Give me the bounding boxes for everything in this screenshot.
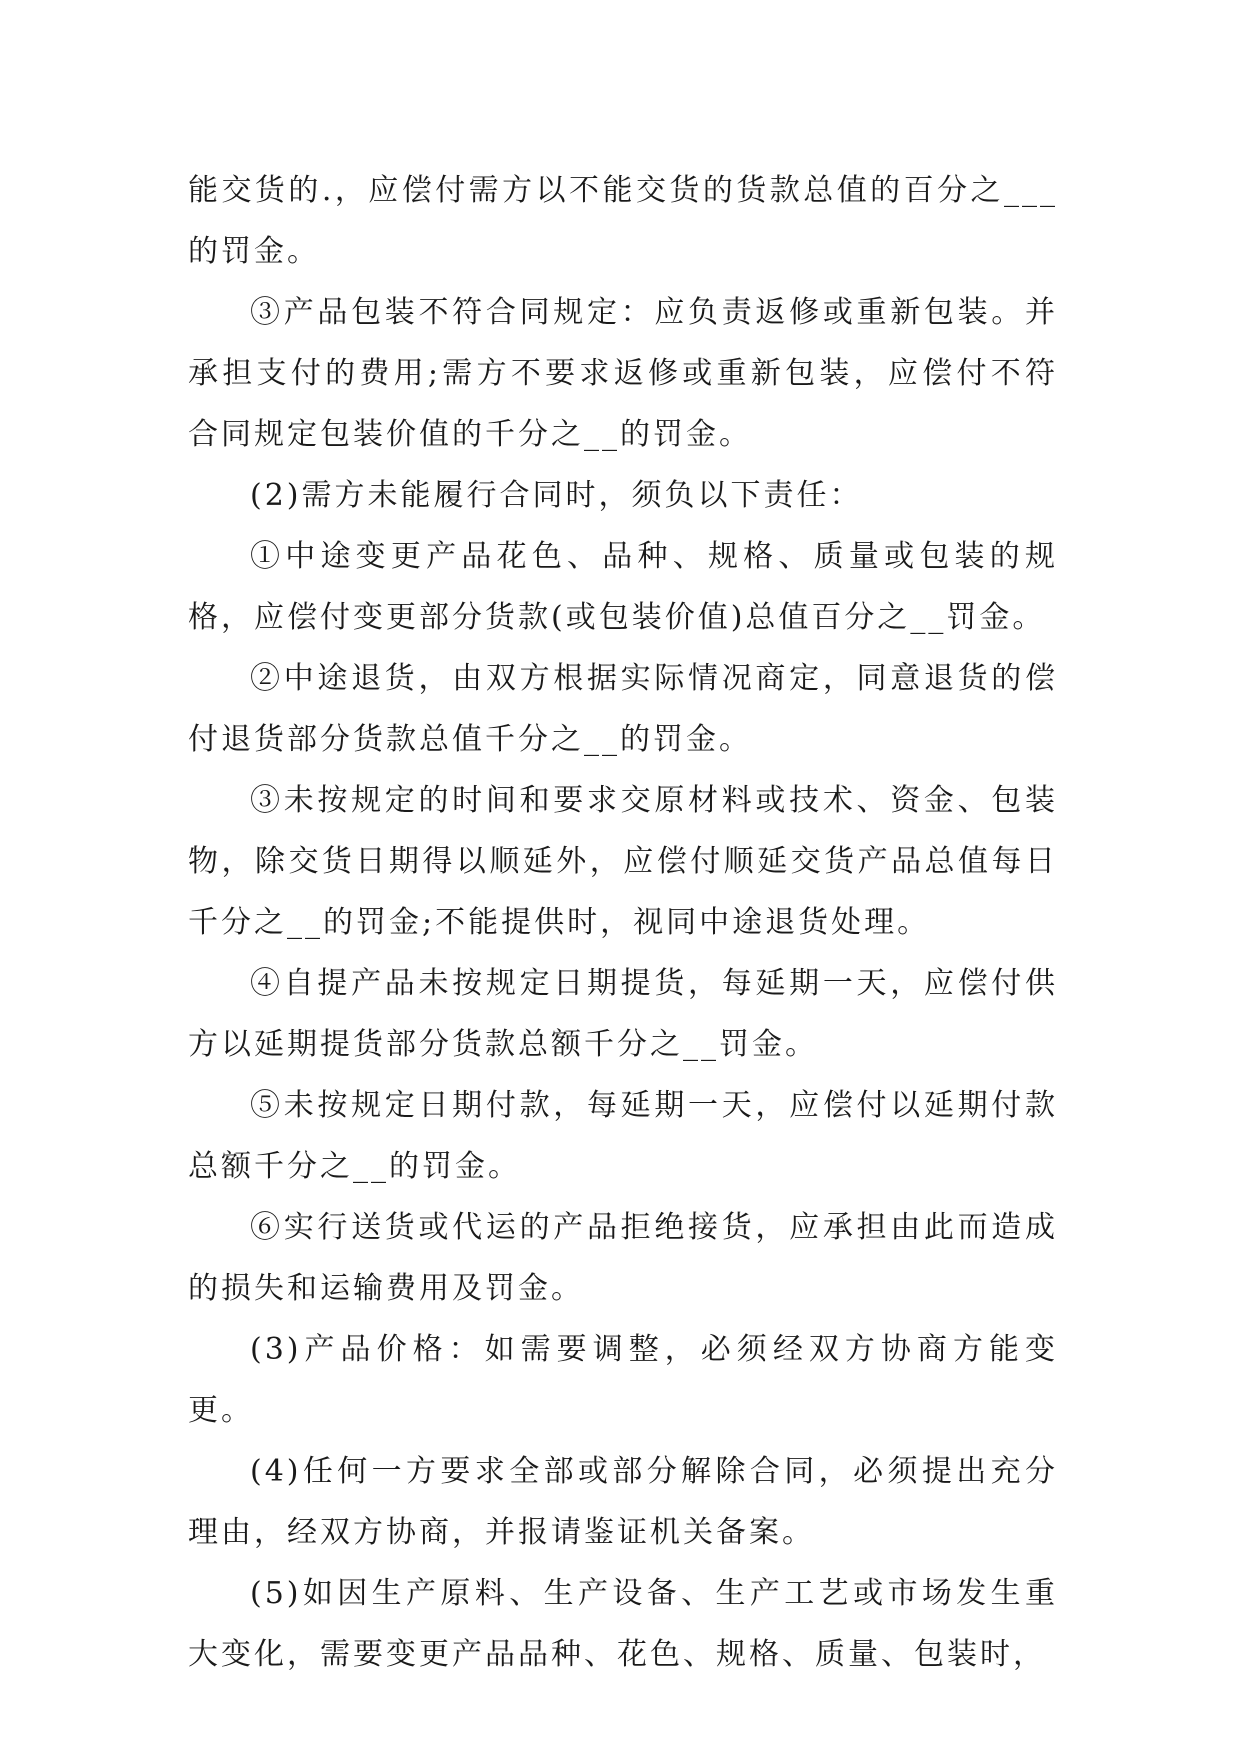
- document-body: [188, 160, 1058, 1685]
- paragraph-refuse-delivery: ⑥实行送货或代运的产品拒绝接货，应承担由此而造成的损失和运输费用及罚金。: [188, 1210, 1058, 1306]
- paragraph-buyer-liability-heading: (2)需方未能履行合同时，须负以下责任：: [250, 478, 863, 513]
- paragraph-product-price: (3)产品价格：如需要调整，必须经双方协商方能变更。: [188, 1332, 1058, 1428]
- paragraph-midway-change: ①中途变更产品花色、品种、规格、质量或包装的规格，应偿付变更部分货款(或包装价值)总值百分之__罚金。: [188, 539, 1058, 635]
- paragraph-packaging-noncompliance: ③产品包装不符合同规定：应负责返修或重新包装。并承担支付的费用;需方不要求返修或重新包装，应偿付不符合同规定包装价值的千分之__的罚金。: [188, 295, 1058, 452]
- paragraph-contract-termination: (4)任何一方要求全部或部分解除合同，必须提出充分理由，经双方协商，并报请鉴证机关备案。: [188, 1454, 1058, 1550]
- paragraph-midway-return: ②中途退货，由双方根据实际情况商定，同意退货的偿付退货部分货款总值千分之__的罚金。: [188, 661, 1058, 757]
- paragraph-penalty-nondelivery: 能交货的.，应偿付需方以不能交货的货款总值的百分之___的罚金。: [188, 173, 1058, 269]
- paragraph-major-changes: (5)如因生产原料、生产设备、生产工艺或市场发生重大变化，需要变更产品品种、花色、规格、质量、包装时，: [188, 1576, 1058, 1672]
- paragraph-pickup-delay: ④自提产品未按规定日期提货，每延期一天，应偿付供方以延期提货部分货款总额千分之__罚金。: [188, 966, 1058, 1062]
- paragraph-payment-delay: ⑤未按规定日期付款，每延期一天，应偿付以延期付款总额千分之__的罚金。: [188, 1088, 1058, 1184]
- paragraph-materials-delay: ③未按规定的时间和要求交原材料或技术、资金、包装物，除交货日期得以顺延外，应偿付顺延交货产品总值每日千分之__的罚金;不能提供时，视同中途退货处理。: [188, 783, 1058, 940]
